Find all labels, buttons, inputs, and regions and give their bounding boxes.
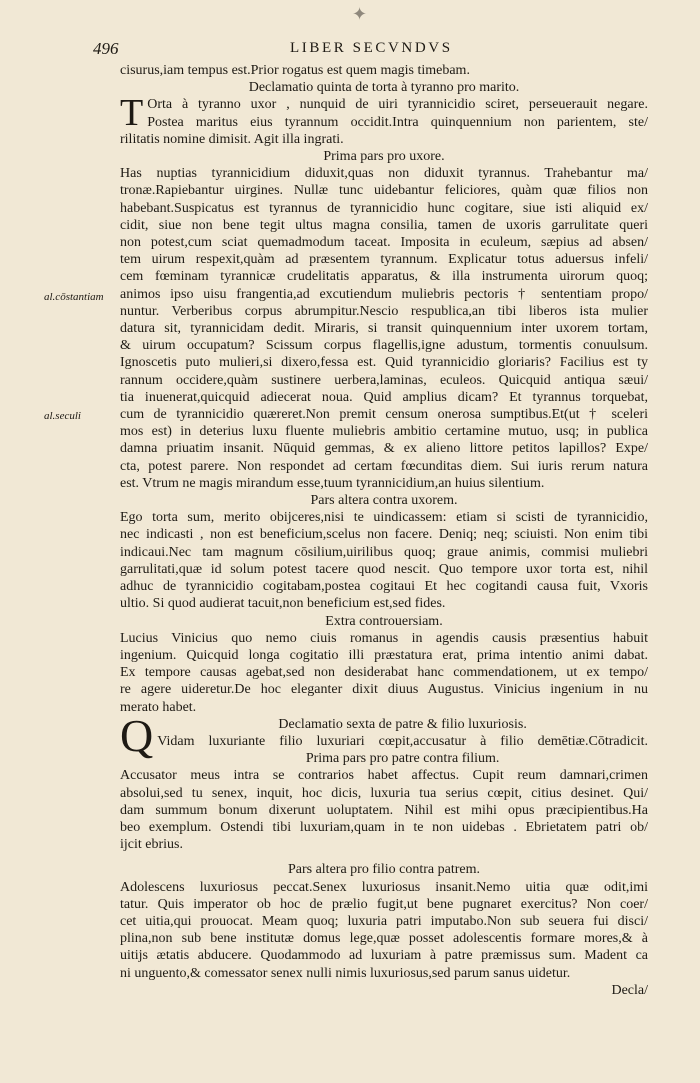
text-line: Lucius Vinicius quo nemo ciuis romanus in agendis causis præsentius habuit — [120, 630, 648, 646]
text-line: habebant.Suspicatus est tyrannus de tyrannicidio hunc cogitare, siue isti aliquid ex/ — [120, 200, 648, 216]
text-line: Vidam luxuriante filio luxuriari cœpit,accusatur à filio demētiæ.Cōtradicit. — [157, 733, 648, 749]
margin-note: al.seculi — [44, 410, 81, 422]
text-line: Adolescens luxuriosus peccat.Senex luxuriosus insanit.Nemo uitia quæ odit,imi — [120, 879, 648, 895]
catchword: Decla/ — [611, 982, 648, 998]
text-line: cet uitia,qui prouocat. Meam quoq; luxuria patri imputabo.Non sub seuera fui disci/ — [120, 913, 648, 929]
text-line: ingenium. Quicquid longa cogitatio illi præstatura erat, prima intentio animi dabat. — [120, 647, 648, 663]
text-line: animos ipso uisu frangentia,ad excutiendum muliebris pectoris † sententiam propo/ — [120, 286, 648, 302]
text-line: nec indicasti , non est beneficium,scelus non facere. Deniq; neq; sciuisti. Non enim tibi — [120, 527, 648, 543]
text-line: merato habet. — [120, 699, 197, 715]
drop-cap: Q — [120, 709, 154, 761]
text-line: damna priuatim insanit. Nūquid gemmas, & ex alieno littore petitos lapillos? Expe/ — [120, 441, 648, 457]
margin-note: al.cōstantiam — [44, 291, 104, 303]
text-line: ultio. Si quod audierat tacuit,non beneficium est,sed fides. — [120, 596, 446, 612]
page-header — [0, 39, 700, 61]
text-line: est. Vtrum ne magis mirandum esse,tuum tyrannicidium,an huius silentium. — [120, 475, 545, 491]
text-line: tronæ.Rapiebantur uirgines. Nullæ tunc uidebantur feliciores, quàm quæ filios non — [120, 183, 648, 199]
text-line: ni unguento,& comessator senex nulli nimis luxuriosus,sed parum sanus uidetur. — [120, 965, 571, 981]
text-line: uitijs ætatis abducere. Quodammodo ad luxuriam à patre præmissus sum. Madent ca — [120, 948, 648, 964]
text-line: tia inuenerat,quicquid adiecerat noua. Quid amplius dicam? Et tyrannus torquebat, — [120, 389, 648, 405]
text-line: cidit, siue non bene tegit ultus magna consilia, tamen de uxoris garrulitate queri — [120, 217, 648, 233]
text-line: dam summum bonum dixerunt uoluptatem. Nihil est mihi opus præcipientibus.Ha — [120, 802, 648, 818]
text-line: re agere uideretur.De hoc eleganter dixit diuus Augustus. Vinicius ingenium in nu — [120, 682, 648, 698]
text-line: adhuc de tyrannicidio cogitabam,postea cogitaui Et hec cogitandi causa fuit, Vxoris — [120, 579, 648, 595]
section-heading: Declamatio quinta de torta à tyranno pro marito. — [248, 80, 520, 96]
section-heading: Pars altera pro filio contra patrem. — [287, 862, 481, 878]
text-line: cum de tyrannicidio quæreret.Non premit censum onerosa sumptibus.Et(ut † sceleri — [120, 407, 648, 423]
section-heading: Extra controuersiam. — [325, 613, 443, 629]
text-line: absolui,sed tu senex, inquit, hoc dicis, luxuria tua serius cœpit, citius desinet. Qui/ — [120, 785, 648, 801]
blank-space — [120, 853, 648, 861]
text-line: non potest,cum sciat quemadmodum taceat. Imposita in eculeum, sæpius ad absen/ — [120, 235, 648, 251]
text-line: Has nuptias tyrannicidium diduxit,quas non diduxit tyrannus. Trahebantur ma/ — [120, 166, 648, 182]
text-line: cta, potest parere. Non respondet ad certam fœcunditas diem. Sui iuris rerum natura — [120, 458, 648, 474]
text-line: nuntur. Verberibus corpus abrumpitur.Nescio respublica,an tibi liberos ista mulier — [120, 303, 648, 319]
text-line: tem uirum respexit,quàm ad præsentem tyrannum. Explicatur totus aduersus infeli/ — [120, 252, 648, 268]
section-heading: Declamatio sexta de patre & filio luxuriosis. — [278, 716, 527, 732]
text-line: Ex tempore causas agebat,sed non desiderabat hanc commendationem, ut ex tempo/ — [120, 665, 648, 681]
text-line: beo exemplum. Ostendi tibi luxuriam,quam in te non uidebas . Ebrietatem patri ob/ — [120, 819, 648, 835]
text-line: Orta à tyranno uxor , nunquid de uiri tyrannicidio sciret, perseuerauit negare. — [147, 97, 648, 113]
text-line: tatur. Quis imperator ob hoc de prælio fugit,ut bene pugnaret exercitus? Non coer/ — [120, 896, 648, 912]
ink-blot-decoration: ✦ — [352, 4, 368, 24]
text-line: cem fœminam tyrannicæ crudelitatis apparatus, & illa instrumenta uirorum quoq; — [120, 269, 648, 285]
text-line: Postea maritus eius tyrannum occidit.Intra quinquennium non parientem, ste/ — [147, 114, 648, 130]
drop-cap: T — [120, 92, 144, 135]
text-line: rannum occidere,quàm sustinere uerbera,laminas, eculeos. Quicquid antiqua sæui/ — [120, 372, 648, 388]
text-line: mos est) in deterius luxu fluente muliebris ambitio certamine mutuo, usq; in publica — [120, 424, 648, 440]
page-number: 496 — [93, 39, 119, 58]
text-line: indicaui.Nec tam magnum cōsilium,uirilibus quoq; graue animis, commisi muliebri — [120, 544, 648, 560]
text-line: Ignoscetis puto mulieri,si dixero,fessa est. Quid tyrannicidio gloriaris? Facilius est ty — [120, 355, 648, 371]
section-heading: Pars altera contra uxorem. — [310, 493, 458, 509]
body-text — [120, 62, 648, 999]
text-line: garrulitati,quæ id solum potest tacere quod nescit. Quo tempore uxor torta est, nihil — [120, 561, 648, 577]
running-head: LIBER SECVNDVS — [290, 40, 453, 56]
text-line: & uirum occupatum? Scissum corpus flagellis,igne adustum, tormentis conuulsum. — [120, 338, 648, 354]
section-heading: Prima pars pro patre contra filium. — [305, 751, 500, 767]
text-line: ijcit ebrius. — [120, 837, 183, 853]
text-line: rilitatis nomine dimisit. Agit illa ingrati. — [120, 131, 344, 147]
text-line: Accusator meus intra se contrarios habet affectus. Cupit reum damnari,crimen — [120, 768, 648, 784]
section-heading: Prima pars pro uxore. — [323, 149, 445, 165]
text-line: plina,non sub bene institutæ domus lege,quæ posset adolescentis formare mores,& à — [120, 931, 648, 947]
text-line: datura sit, tyrannicidam dedit. Miraris, si transit quinquennium inter uxorem tortam, — [120, 321, 648, 337]
text-line: Ego torta sum, merito obijceres,nisi te uindicassem: etiam si scisti de tyrannicidio, — [120, 510, 648, 526]
text-line: cisurus,iam tempus est.Prior rogatus est quem magis timebam. — [120, 63, 470, 78]
